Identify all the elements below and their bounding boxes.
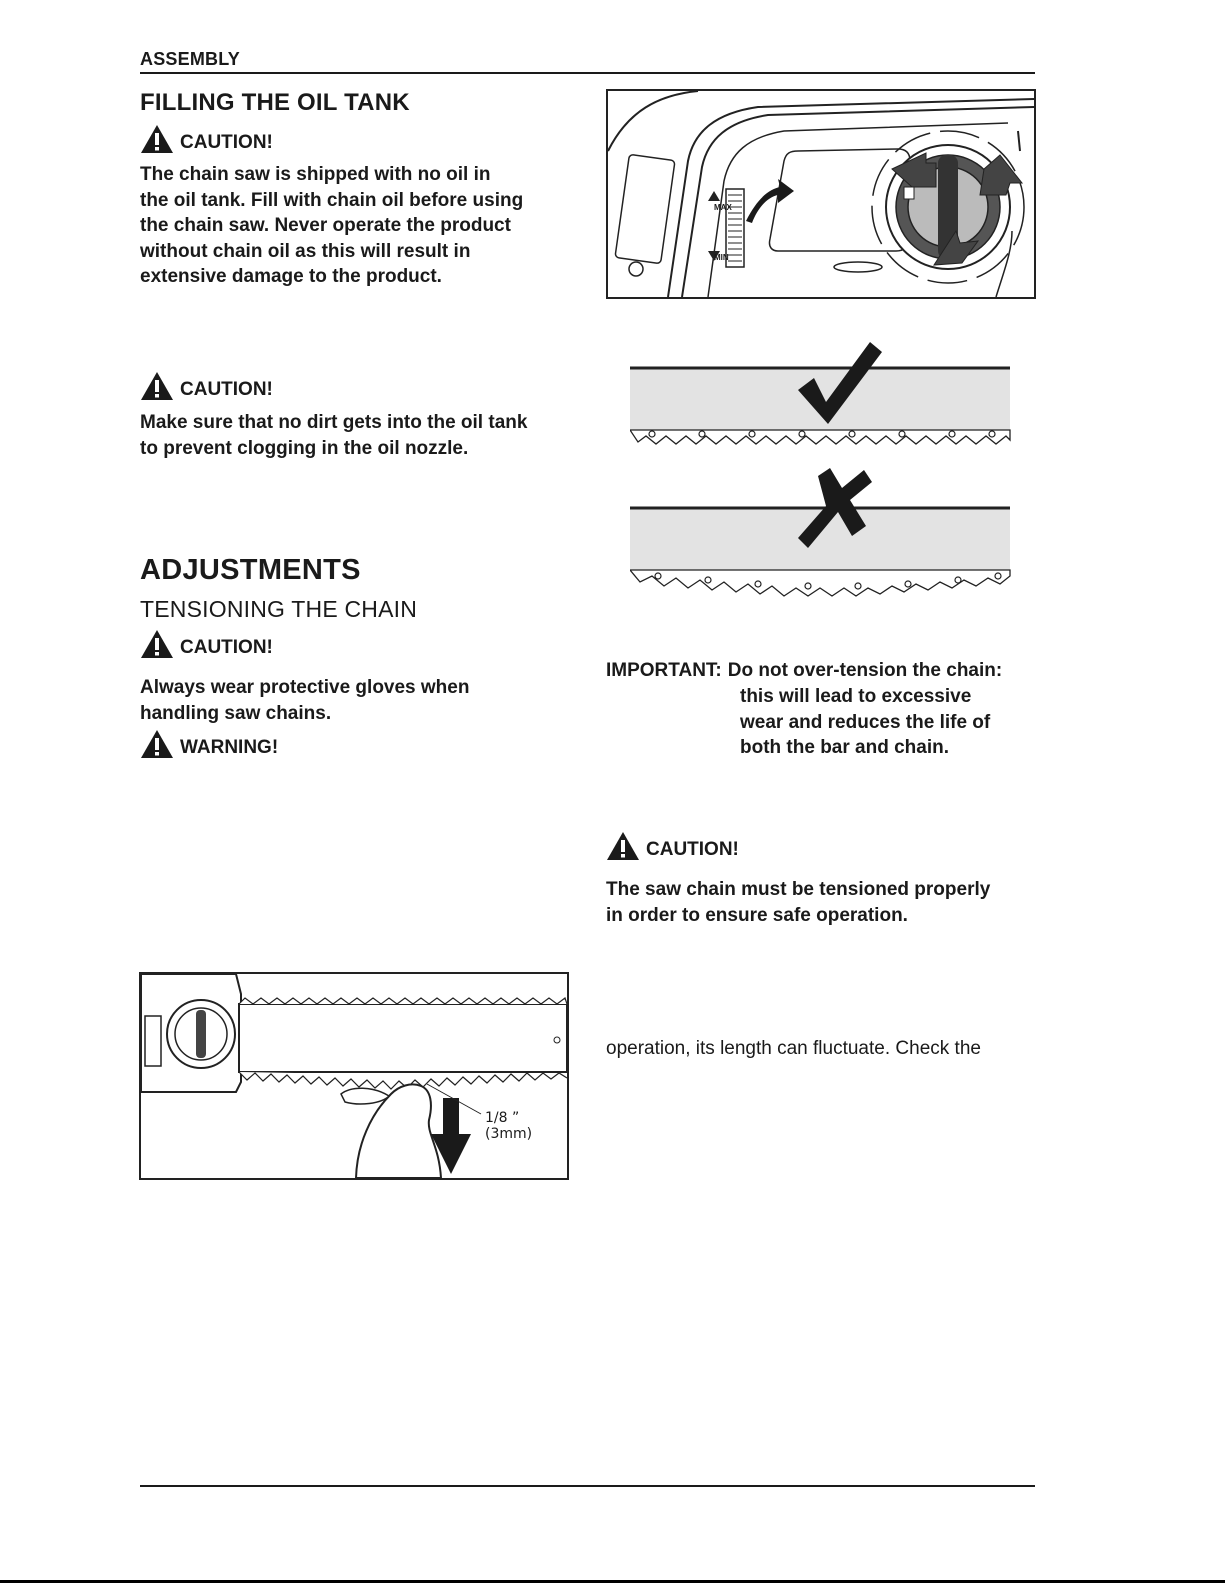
caution-text: [606, 877, 1046, 928]
caution-heading: [606, 831, 739, 861]
warning-triangle-icon: [140, 729, 174, 759]
warning-triangle-icon: [606, 831, 640, 861]
adjustments-title: ADJUSTMENTS: [140, 554, 361, 586]
text-line: Do not over-tension the chain:: [727, 660, 1003, 681]
text-line: Always wear protective gloves when: [140, 677, 470, 698]
text-line: The chain saw is shipped with no oil in: [140, 164, 491, 185]
warning-heading: [140, 729, 278, 759]
tensioning-subtitle: TENSIONING THE CHAIN: [140, 596, 418, 622]
important-note: [606, 658, 1036, 683]
caution-heading: [140, 371, 273, 401]
warning-triangle-icon: [140, 124, 174, 154]
important-continuation: [740, 684, 1036, 761]
chain-tension-illustration: [141, 974, 567, 1178]
text-line: Make sure that no dirt gets into the oil tank: [140, 412, 528, 433]
text-line: The saw chain must be tensioned properly: [606, 879, 991, 900]
caution-label: CAUTION!: [180, 637, 273, 658]
caution-heading: [140, 629, 273, 659]
oil-tank-title: FILLING THE OIL TANK: [140, 89, 410, 116]
tension-comparison-figure: [630, 340, 1012, 598]
oil-tank-figure: [606, 89, 1036, 299]
text-line: handling saw chains.: [140, 702, 332, 724]
caution-text: [140, 162, 580, 290]
text-line: extensive damage to the product.: [140, 266, 442, 287]
caution-text: [140, 410, 580, 461]
tension-comparison-illustration: [630, 340, 1012, 598]
important-lead: IMPORTANT:: [606, 660, 722, 681]
oil-tank-illustration: [608, 91, 1034, 297]
measure-label: 1/8 ” (3mm): [485, 1110, 533, 1142]
text-line: to prevent clogging in the oil nozzle.: [140, 437, 469, 459]
warning-triangle-icon: [140, 629, 174, 659]
text-line: in order to ensure safe operation.: [606, 904, 908, 926]
text-line: this will lead to excessive: [740, 686, 972, 707]
text-line: the chain saw. Never operate the product: [140, 215, 511, 236]
text-line: both the bar and chain.: [740, 737, 950, 758]
page-edge: [0, 1580, 1225, 1583]
gauge-max-label: MAX: [714, 203, 732, 212]
header-rule: [140, 72, 1035, 74]
caution-heading: [140, 124, 273, 154]
chain-tension-figure: [139, 972, 569, 1180]
caution-label: CAUTION!: [180, 379, 273, 400]
section-label: ASSEMBLY: [140, 49, 240, 69]
body-text-fragment: operation, its length can fluctuate. Check the: [606, 1038, 981, 1059]
warning-triangle-icon: [140, 371, 174, 401]
important-text: [728, 658, 1002, 683]
text-line: wear and reduces the life of: [740, 711, 991, 733]
caution-label: CAUTION!: [646, 839, 739, 860]
caution-label: CAUTION!: [180, 132, 273, 153]
gauge-min-label: MIN: [714, 253, 729, 262]
footer-rule: [140, 1485, 1035, 1487]
text-line: the oil tank. Fill with chain oil before using: [140, 189, 524, 211]
warning-label: WARNING!: [180, 737, 279, 758]
text-line: without chain oil as this will result in: [140, 240, 471, 262]
caution-text: [140, 675, 580, 726]
